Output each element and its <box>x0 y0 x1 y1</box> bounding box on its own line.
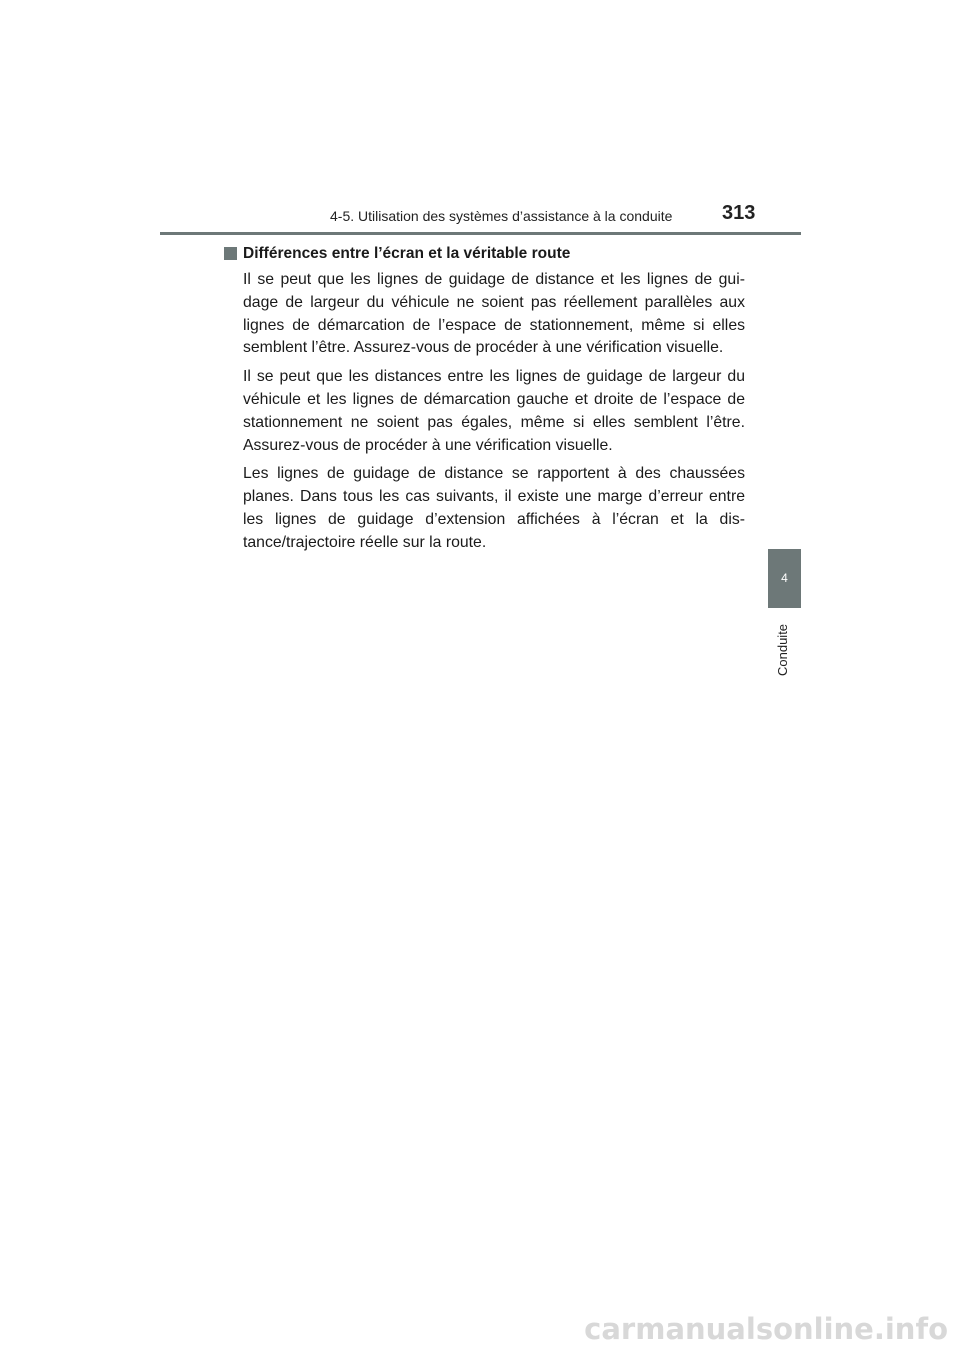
chapter-number: 4 <box>781 571 788 585</box>
chapter-label-text: Conduite <box>775 623 790 676</box>
section-heading-text: Différences entre l’écran et la véritable route <box>243 245 571 262</box>
paragraph: Il se peut que les lignes de guidage de distance et les lignes de gui-dage de largeur du véhicule ne soient pas réellement parallèles aux lignes de démarcation de l’espace de stationnement, même si elles semblent l’être. Assurez-vous de procéder à une vérification visuelle. <box>243 271 745 357</box>
section-heading <box>224 243 745 265</box>
paragraph: Les lignes de guidage de distance se rapportent à des chaussées planes. Dans tous les cas suivants, il existe une marge d’erreur entre les lignes de guidage d’extension affichées à l’écran et la dis-tance/trajectoire réelle sur la route. <box>243 465 745 551</box>
watermark-logo: carmanualsonline.info <box>584 1312 948 1346</box>
chapter-tab[interactable] <box>768 549 801 608</box>
section-title: 4-5. Utilisation des systèmes d’assistance à la conduite <box>330 208 673 224</box>
paragraph: Il se peut que les distances entre les lignes de guidage de largeur du véhicule et les lignes de démarcation gauche et droite de l’espace de stationnement ne soient pas égales, même si elles semblent l’être. Assurez-vous de procéder à une vérification visuelle. <box>243 368 745 454</box>
square-bullet-icon <box>224 247 237 260</box>
chapter-label <box>771 618 795 678</box>
page-number: 313 <box>722 202 756 224</box>
main-content <box>224 243 745 555</box>
header-divider <box>160 232 801 235</box>
